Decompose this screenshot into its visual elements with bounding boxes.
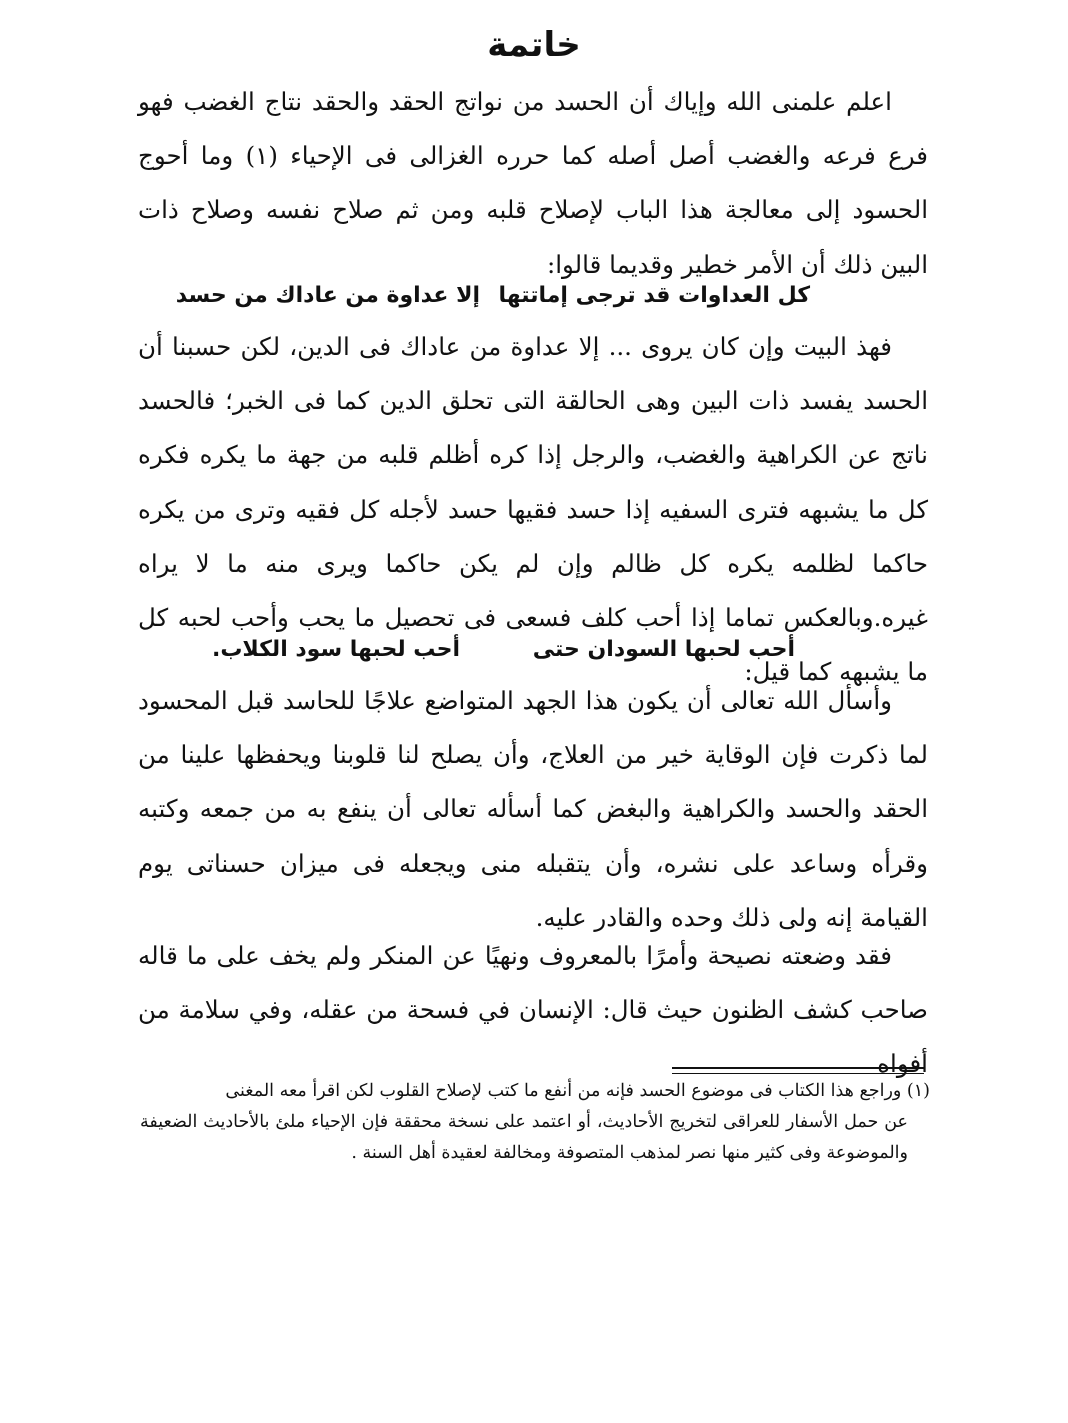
verse-2-first-hemistich: أحب لحبها السودان حتى <box>532 637 795 662</box>
paragraph-2: فهذ البيت وإن كان يروى ... إلا عداوة من عاداك فى الدين، لكن حسبنا أن الحسد يفسد ذات البين وهى الحالقة التى تحلق الدين كما فى الخبر؛ فالحسد ناتج عن الكراهية والغضب، والرجل إذا كره أظلم قلبه من جهة ما يكره فكره كل ما يشبهه فترى السفيه إذا حسد فقيها حسد لأجله كل فقيه وترى من يكره حاكما لظلمه يكره كل ظالم وإن لم يكن حاكما ويرى منه ما لا يراه غيره.وبالعكس تماما إذا أحب كلف فسعى فى تحصيل ما يحب وأحب لحبه كل ما يشبهه كما قيل: <box>138 332 928 687</box>
verse-2-second-hemistich: أحب لحبها سود الكلاب. <box>211 637 460 662</box>
paragraph-3: وأسأل الله تعالى أن يكون هذا الجهد المتواضع علاجًا للحاسد قبل المحسود لما ذكرت فإن الوقاية خير من العلاج، وأن يصلح لنا قلوبنا ويحفظها علينا من الحقد والحسد والكراهية والبغض كما أسأله تعالى أن ينفع به من جمعه وكتبه وقرأه وساعد على نشره، وأن يتقبله منى ويجعله فى ميزان حسناتى يوم القيامة إنه ولى ذلك وحده والقادر عليه. <box>138 686 928 932</box>
footnote-separator <box>672 1067 924 1074</box>
footnote-continuation: عن حمل الأسفار للعراقى لتخريج الأحاديث، أو اعتمد على نسخة محققة فإن الإحياء ملئ بالأحاديث الضعيفة والموضوعة وفى كثير منها نصر لمذهب المتصوفة ومخالفة لعقيدة أهل السنة . <box>140 1112 908 1163</box>
footnote-line-1: (١) وراجع هذا الكتاب فى موضوع الحسد فإنه من أنفع ما كتب لإصلاح القلوب لكن اقرأ معه المغنى <box>225 1081 930 1101</box>
paragraph-1: اعلم علمنى الله وإياك أن الحسد من نواتج الحقد والحقد نتاج الغضب فهو فرع فرعه والغضب أصل أصله كما حرره الغزالى فى الإحياء (١) وما أحوج الحسود إلى معالجة هذا الباب لإصلاح قلبه ومن ثم صلاح نفسه وصلاح ذات البين ذلك أن الأمر خطير وقديما قالوا: <box>138 87 928 279</box>
paragraph-4: فقد وضعته نصيحة وأمرًا بالمعروف ونهيًا عن المنكر ولم يخف على ما قاله صاحب كشف الظنون حيث قال: الإنسان في فسحة من عقله، وفي سلامة من أفواه <box>138 941 928 1079</box>
verse-1-second-hemistich: إلا عداوة من عاداك من حسد <box>175 283 480 308</box>
footnote <box>140 1076 930 1169</box>
page-title: خاتمة <box>487 25 581 65</box>
verse-1-first-hemistich: كل العداوات قد ترجى إماتتها <box>498 283 810 308</box>
